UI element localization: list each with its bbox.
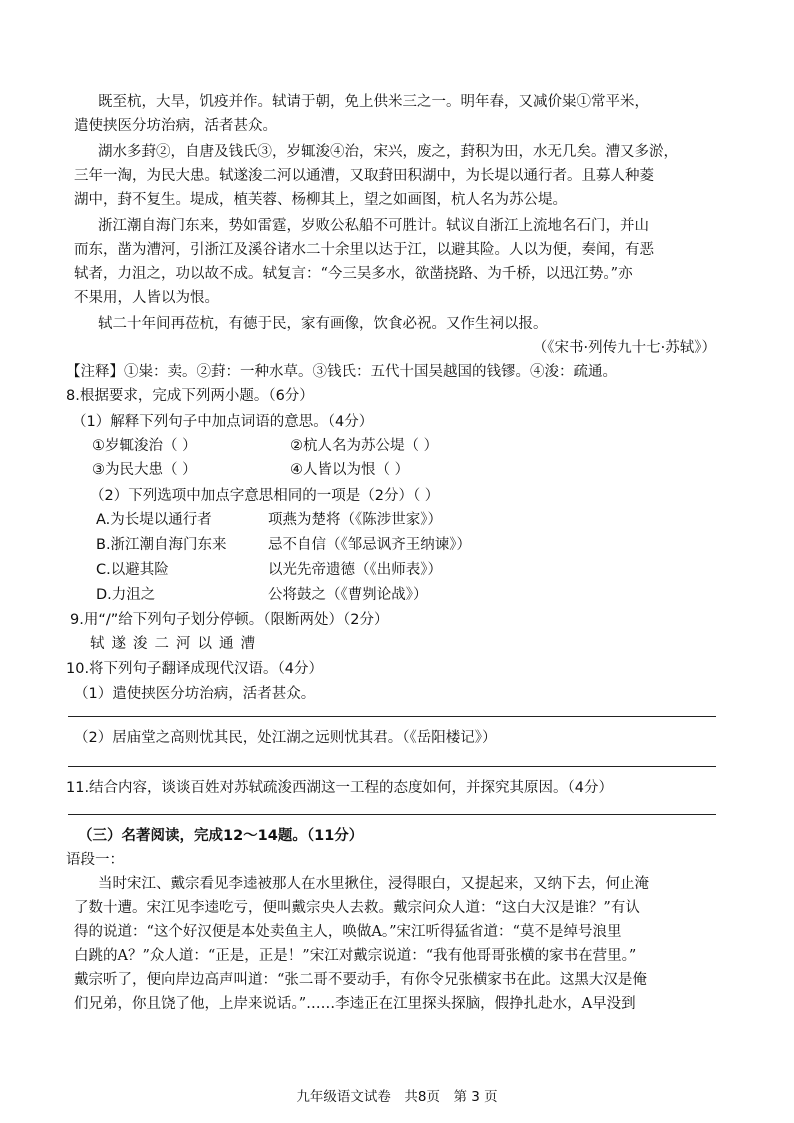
q8-item-2: ②杭人名为苏公堤（ ） [290, 438, 439, 454]
passage-p4-line1: 轼二十年间再莅杭，有德于民，家有画像，饮食必祝。又作生祠以报。 [98, 316, 548, 332]
passage-p1-line2: 遣使挟医分坊治病，活者甚众。 [74, 118, 277, 134]
q8-item-4: ④人皆以为恨（ ） [290, 462, 410, 478]
answer-line-2 [68, 766, 716, 767]
passage-source: （《宋书·列传九十七·苏轼》） [532, 340, 716, 356]
q8-option-a-left: A.为长堤以通行者 [96, 512, 212, 528]
passage-p2-line3: 湖中，葑不复生。堤成，植芙蓉、杨柳其上，望之如画图，杭人名为苏公堤。 [74, 192, 567, 208]
q10-stem: 10.将下列句子翻译成现代汉语。（4分） [66, 661, 324, 677]
section3-line2: 了数十遭。宋江见李逵吃亏，便叫戴宗央人去救。戴宗问众人道：“这白大汉是谁？”有认 [74, 900, 640, 916]
q8-sub2: （2）下列选项中加点字意思相同的一项是（2分）（ ） [90, 488, 440, 504]
q8-option-d-right: 公将鼓之（《曹刿论战》） [268, 587, 428, 603]
q8-option-c-left: C.以避其险 [96, 562, 169, 578]
passage-p3-line4: 不果用，人皆以为恨。 [74, 290, 219, 306]
q9-stem: 9.用“/”给下列句子划分停顿。（限断两处）（2分） [70, 612, 389, 628]
q11-stem: 11.结合内容，谈谈百姓对苏轼疏浚西湖这一工程的态度如何，并探究其原因。（4分） [66, 780, 614, 796]
passage-p3-line1: 浙江潮自海门东来，势如雷霆，岁败公私船不可胜计。轼议自浙江上流地名石门，并山 [98, 218, 649, 234]
section3-line6: 们兄弟，你且饶了他，上岸来说话。”……李逵正在江里探头探脑，假挣扎赴水，A早没到 [74, 996, 636, 1012]
q10-sentence-2: （2）居庙堂之高则忧其民，处江湖之远则忧其君。（《岳阳楼记》） [74, 730, 497, 746]
section3-label: 语段一： [66, 852, 124, 868]
q8-item-3: ③为民大患（ ） [92, 462, 197, 478]
q8-option-a-right: 项燕为楚将（《陈涉世家》） [268, 512, 442, 528]
section3-line4: 白跳的A？”众人道：“正是，正是！”宋江对戴宗说道：“我有他哥哥张横的家书在营里。” [74, 948, 637, 964]
page-footer: 九年级语文试卷 共8页 第 3 页 [296, 1089, 498, 1105]
section3-line5: 戴宗听了，便向岸边高声叫道：“张二哥不要动手，有你令兄张横家书在此。这黑大汉是俺 [74, 972, 647, 988]
q8-stem: 8.根据要求，完成下列两小题。（6分） [66, 388, 314, 404]
q8-option-b-right: 忌不自信（《邹忌讽齐王纳谏》） [268, 537, 471, 553]
answer-line-3 [68, 814, 716, 815]
section3-line1: 当时宋江、戴宗看见李逵被那人在水里揪住，浸得眼白，又提起来，又纳下去，何止淹 [98, 876, 649, 892]
passage-p3-line3: 轼者，力沮之，功以故不成。轼复言：“今三吴多水，欲凿挠路、为千桥，以迅江势。”亦 [74, 266, 633, 282]
section3-line3: 得的说道：“这个好汉便是本处卖鱼主人，唤做A。”宋江听得猛省道：“莫不是绰号浪里 [74, 924, 622, 940]
q9-sentence: 轼遂浚二河以通漕 [90, 636, 262, 652]
q8-option-b-left: B.浙江潮自海门东来 [96, 537, 227, 553]
answer-line-1 [68, 716, 716, 717]
q8-option-c-right: 以光先帝遗德（《出师表》） [268, 562, 442, 578]
q8-item-1: ①岁辄浚治（ ） [92, 438, 197, 454]
passage-note: 【注释】①粜：卖。②葑：一种水草。③钱氏：五代十国吴越国的钱镠。④浚：疏通。 [66, 364, 617, 380]
q8-sub1: （1）解释下列句子中加点词语的意思。（4分） [72, 414, 374, 430]
q10-sentence-1: （1）遣使挟医分坊治病，活者甚众。 [74, 686, 316, 702]
passage-p2-line2: 三年一淘，为民大患。轼遂浚二河以通漕，又取葑田积湖中，为长堤以通行者。且募人种菱 [74, 168, 654, 184]
section3-title: （三）名著阅读，完成12～14题。（11分） [78, 828, 364, 844]
q8-option-d-left: D.力沮之 [96, 587, 156, 603]
passage-p1-line1: 既至杭，大旱，饥疫并作。轼请于朝，免上供米三之一。明年春，又减价粜①常平米， [98, 94, 649, 110]
passage-p3-line2: 而东，凿为漕河，引浙江及溪谷诸水二十余里以达于江，以避其险。人以为便，奏闻，有恶 [74, 242, 654, 258]
passage-p2-line1: 湖水多葑②，自唐及钱氏③，岁辄浚④治，宋兴，废之，葑积为田，水无几矣。漕又多淤， [98, 144, 678, 160]
